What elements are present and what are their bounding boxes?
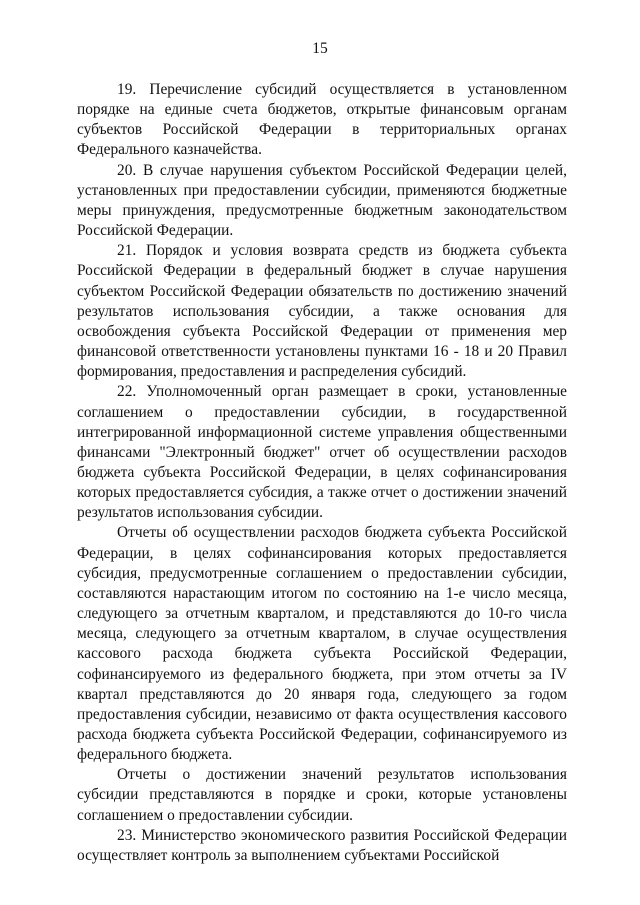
page-number: 15 [312,40,328,57]
paragraph-19: 19. Перечисление субсидий осуществляется в установленном порядке на единые счета бюджетов, открытые финансовым органам субъектов Российской Федерации в территориальных органах Федерального казначейства. [77,81,567,159]
paragraph-23: 23. Министерство экономического развития Российской Федерации осуществляет контроль за выполнением субъектами Российской [77,826,567,864]
document-body [77,80,567,866]
paragraph-results-reports: Отчеты о достижении значений результатов использования субсидии представляются в порядке и сроки, которые установлены соглашением о предоставлении субсидии. [77,766,567,824]
paragraph-21: 21. Порядок и условия возврата средств из бюджета субъекта Российской Федерации в федеральный бюджет в случае нарушения субъектом Российской Федерации обязательств по достижению значений результатов использования субсидии, а также основания для освобождения субъекта Российской Федерации от применения мер финансовой ответственности установлены пунктами 16 - 18 и 20 Правил формирования, предоставления и распределения субсидий. [77,242,567,381]
paragraph-22: 22. Уполномоченный орган размещает в сроки, установленные соглашением о предоставлении субсидии, в государственной интегрированной информационной системе управления общественными финансами "Электронный бюджет" отчет об осуществлении расходов бюджета субъекта Российской Федерации, в целях софинансирования которых предоставляется субсидия, а также отчет о достижении значений результатов использования субсидии. [77,383,567,522]
paragraph-20: 20. В случае нарушения субъектом Российской Федерации целей, установленных при предоставлении субсидии, применяются бюджетные меры принуждения, предусмотренные бюджетным законодательством Российской Федерации. [77,161,567,240]
paragraph-expense-reports: Отчеты об осуществлении расходов бюджета субъекта Российской Федерации, в целях софинансирования которых предоставляется субсидия, предусмотренные соглашением о предоставлении субсидии, составляются нарастающим итогом по состоянию на 1-е число месяца, следующего за отчетным кварталом, и представляются до 10-го числа месяца, следующего за отчетным кварталом, в случае осуществления кассового расхода бюджета субъекта Российской Федерации, софинансируемого из федерального бюджета, при этом отчеты за IV квартал представляются до 20 января года, следующего за годом предоставления субсидии, независимо от факта осуществления кассового расхода бюджета субъекта Российской Федерации, софинансируемого из федерального бюджета. [77,524,567,764]
